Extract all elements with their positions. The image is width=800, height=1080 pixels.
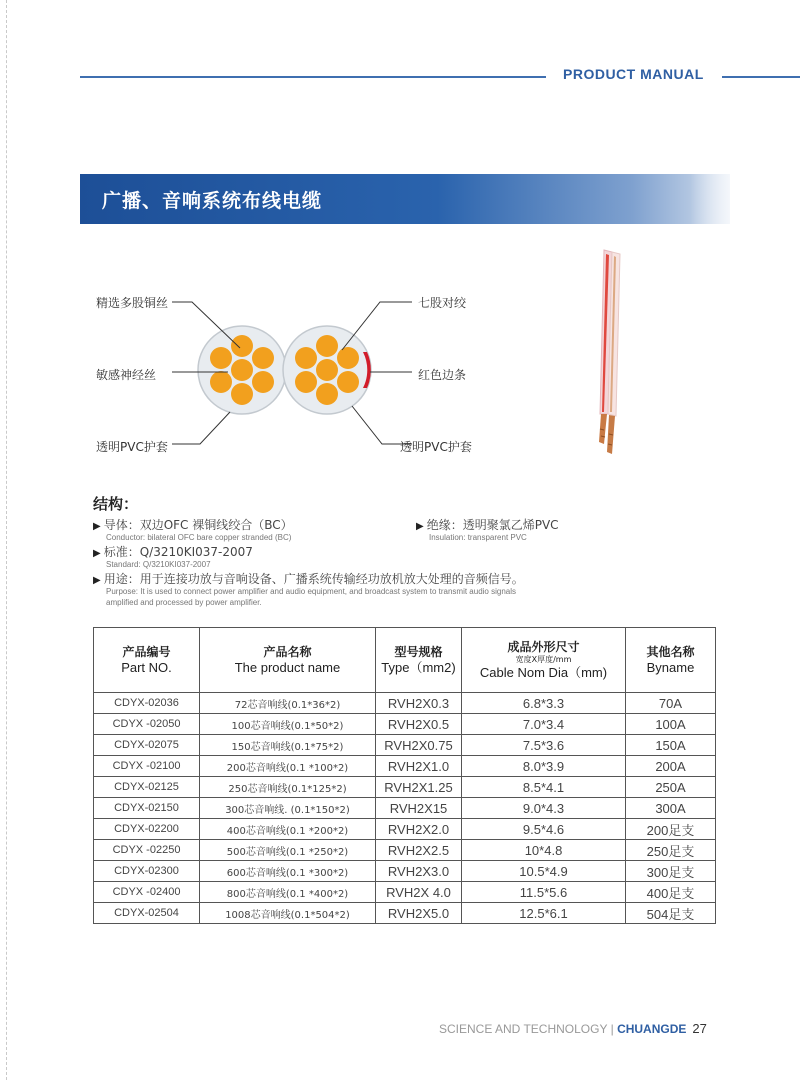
cable-photo <box>548 244 638 474</box>
cell-type: RVH2X0.5 <box>376 714 462 735</box>
label-pvc-jacket-left: 透明PVC护套 <box>96 440 168 454</box>
cell-type: RVH2X5.0 <box>376 903 462 924</box>
cell-dia: 6.8*3.3 <box>462 693 626 714</box>
cell-type: RVH2X 4.0 <box>376 882 462 903</box>
header-rule <box>80 76 546 78</box>
cable-cross-section-diagram <box>80 280 520 470</box>
cell-name: 1008芯音响线(0.1*504*2) <box>200 903 376 924</box>
table-row <box>94 798 716 819</box>
header-product-name: 产品名称 The product name <box>200 628 376 693</box>
label-sensor-wire: 敏感神经丝 <box>96 368 157 382</box>
cell-name: 600芯音响线(0.1 *300*2) <box>200 861 376 882</box>
table-row <box>94 861 716 882</box>
spec-purpose-en-2: amplified and processed by power amplifier. <box>106 598 262 607</box>
header-byname: 其他名称 Byname <box>626 628 716 693</box>
cell-type: RVH2X1.25 <box>376 777 462 798</box>
cell-dia: 8.5*4.1 <box>462 777 626 798</box>
cell-dia: 7.0*3.4 <box>462 714 626 735</box>
structure-title: 结构： <box>93 495 139 513</box>
spec-conductor-en: Conductor: bilateral OFC bare copper stranded (BC) <box>106 533 292 542</box>
cell-dia: 9.0*4.3 <box>462 798 626 819</box>
label-red-stripe: 红色边条 <box>418 368 467 382</box>
cell-byname: 504足支 <box>626 903 716 924</box>
bullet-arrow-icon: ▶ <box>93 548 101 559</box>
label-pvc-jacket-right: 透明PVC护套 <box>400 440 472 454</box>
header-type: 型号规格 Type（mm2) <box>376 628 462 693</box>
spec-purpose: ▶ 用途：用于连接功放与音响设备、广播系统传输经功放机放大处理的音频信号。 <box>93 572 524 586</box>
product-spec-table <box>93 627 716 924</box>
cell-type: RVH2X0.75 <box>376 735 462 756</box>
cell-byname: 150A <box>626 735 716 756</box>
table-body <box>94 693 716 924</box>
cell-name: 500芯音响线(0.1 *250*2) <box>200 840 376 861</box>
cell-name: 250芯音响线(0.1*125*2) <box>200 777 376 798</box>
cell-type: RVH2X1.0 <box>376 756 462 777</box>
bullet-arrow-icon: ▶ <box>416 521 424 532</box>
spec-standard: ▶ 标准：Q/3210KI037-2007 <box>93 545 253 559</box>
header-label: PRODUCT MANUAL <box>563 66 704 82</box>
header-part-no: 产品编号 Part NO. <box>94 628 200 693</box>
cell-part: CDYX-02150 <box>94 798 200 819</box>
label-seven-strand: 七股对绞 <box>418 296 467 310</box>
cell-part: CDYX-02504 <box>94 903 200 924</box>
cell-byname: 400足支 <box>626 882 716 903</box>
table-row <box>94 819 716 840</box>
cell-dia: 10.5*4.9 <box>462 861 626 882</box>
cell-byname: 250A <box>626 777 716 798</box>
cell-byname: 250足支 <box>626 840 716 861</box>
cell-part: CDYX -02050 <box>94 714 200 735</box>
cell-type: RVH2X3.0 <box>376 861 462 882</box>
bullet-arrow-icon: ▶ <box>93 521 101 532</box>
cell-name: 200芯音响线(0.1 *100*2) <box>200 756 376 777</box>
cell-part: CDYX-02300 <box>94 861 200 882</box>
page-number: 27 <box>692 1021 707 1036</box>
cell-name: 100芯音响线(0.1*50*2) <box>200 714 376 735</box>
cell-part: CDYX-02125 <box>94 777 200 798</box>
table-row <box>94 693 716 714</box>
cell-part: CDYX -02400 <box>94 882 200 903</box>
cell-dia: 11.5*5.6 <box>462 882 626 903</box>
footer: SCIENCE AND TECHNOLOGY | CHUANGDE 27 <box>439 1021 707 1036</box>
cell-name: 400芯音响线(0.1 *200*2) <box>200 819 376 840</box>
label-copper-strands: 精选多股铜丝 <box>96 296 169 310</box>
cell-byname: 200足支 <box>626 819 716 840</box>
spec-insulation-en: Insulation: transparent PVC <box>429 533 527 542</box>
header-rule-right <box>722 76 800 78</box>
table-row <box>94 882 716 903</box>
bullet-arrow-icon: ▶ <box>93 575 101 586</box>
table-row <box>94 777 716 798</box>
cell-dia: 9.5*4.6 <box>462 819 626 840</box>
cell-part: CDYX-02075 <box>94 735 200 756</box>
cell-byname: 70A <box>626 693 716 714</box>
table-row <box>94 714 716 735</box>
cell-byname: 200A <box>626 756 716 777</box>
cell-name: 72芯音响线(0.1*36*2) <box>200 693 376 714</box>
cell-name: 300芯音响线. (0.1*150*2) <box>200 798 376 819</box>
section-banner <box>80 174 730 224</box>
cell-part: CDYX-02036 <box>94 693 200 714</box>
table-row <box>94 756 716 777</box>
cell-byname: 100A <box>626 714 716 735</box>
spec-standard-en: Standard: Q/3210KI037-2007 <box>106 560 211 569</box>
table-row <box>94 903 716 924</box>
header-cable-dia: 成品外形尺寸 宽度X厚度/mm Cable Nom Dia（mm) <box>462 628 626 693</box>
spec-purpose-en-1: Purpose: It is used to connect power amplifier and audio equipment, and broadcast system to transmit audio signals <box>106 587 517 596</box>
table-header-row <box>94 628 716 693</box>
spec-insulation: ▶ 绝缘：透明聚氯乙烯PVC <box>416 518 559 532</box>
section-title: 广播、音响系统布线电缆 <box>102 190 323 212</box>
cell-type: RVH2X2.5 <box>376 840 462 861</box>
cell-byname: 300A <box>626 798 716 819</box>
cell-part: CDYX-02200 <box>94 819 200 840</box>
cell-type: RVH2X2.0 <box>376 819 462 840</box>
table-row <box>94 735 716 756</box>
cell-type: RVH2X15 <box>376 798 462 819</box>
cell-part: CDYX -02250 <box>94 840 200 861</box>
spec-conductor: ▶ 导体：双边OFC 裸铜线绞合（BC） <box>93 518 293 532</box>
page-margin-line <box>6 0 7 1080</box>
cell-type: RVH2X0.3 <box>376 693 462 714</box>
cell-part: CDYX -02100 <box>94 756 200 777</box>
footer-brand: CHUANGDE <box>617 1022 687 1036</box>
cell-name: 800芯音响线(0.1 *400*2) <box>200 882 376 903</box>
cell-dia: 7.5*3.6 <box>462 735 626 756</box>
cell-dia: 12.5*6.1 <box>462 903 626 924</box>
cell-dia: 8.0*3.9 <box>462 756 626 777</box>
cell-byname: 300足支 <box>626 861 716 882</box>
cell-name: 150芯音响线(0.1*75*2) <box>200 735 376 756</box>
cell-dia: 10*4.8 <box>462 840 626 861</box>
table-row <box>94 840 716 861</box>
